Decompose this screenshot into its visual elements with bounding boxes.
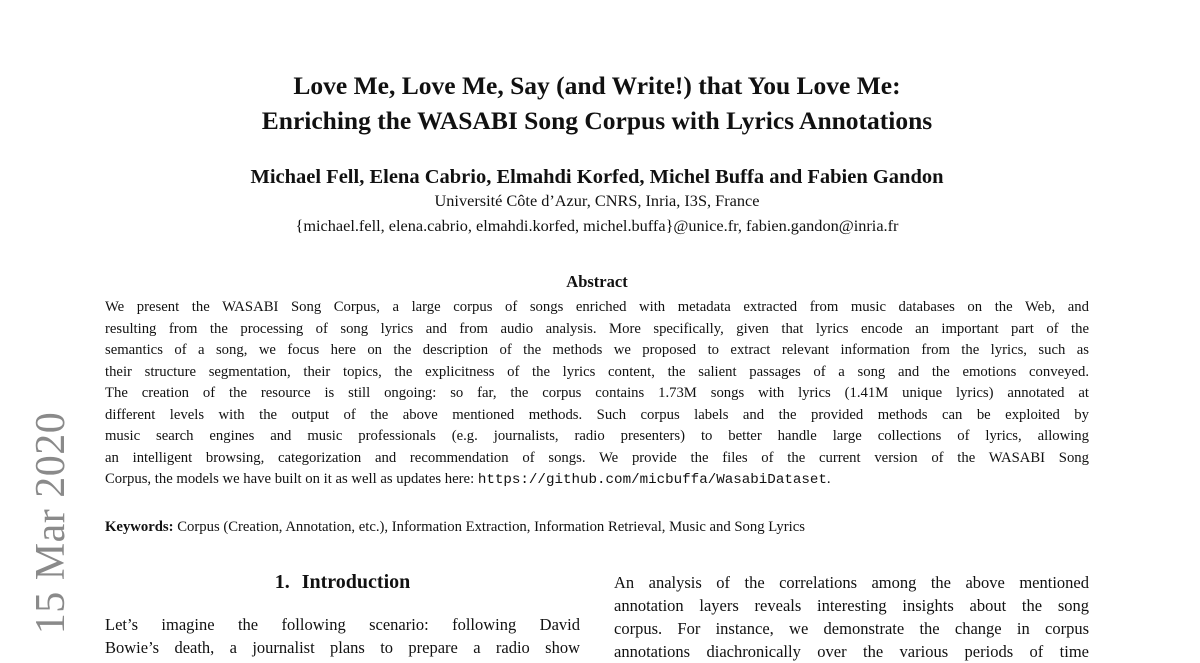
abstract-line: resulting from the processing of song lyrics and from audio analysis. More specifically, given that lyrics encode an important part of the <box>105 320 1089 337</box>
left-column-text <box>105 613 580 659</box>
right-column-text <box>614 571 1089 663</box>
paper-title <box>150 68 1044 138</box>
body-line: An analysis of the correlations among the above mentioned <box>614 573 1089 592</box>
abstract-last-line-text: Corpus, the models we have built on it as well as updates here: <box>105 471 478 487</box>
arxiv-date-stamp <box>22 410 80 635</box>
abstract-line: different levels with the output of the above mentioned methods. Such corpus labels and the provided methods can be exploited by <box>105 406 1089 423</box>
keywords-text: Corpus (Creation, Annotation, etc.), Information Extraction, Information Retrieval, Music and Song Lyrics <box>173 519 805 535</box>
affiliation: Université Côte d’Azur, CNRS, Inria, I3S, France <box>434 191 760 210</box>
body-line: corpus. For instance, we demonstrate the change in corpus <box>614 619 1089 638</box>
abstract-heading: Abstract <box>566 272 628 291</box>
abstract-line: an intelligent browsing, categorization and recommendation of songs. We provide the files of the current version of the WASABI Song <box>105 449 1089 466</box>
abstract-body <box>105 297 1089 492</box>
author-list: Michael Fell, Elena Cabrio, Elmahdi Korfed, Michel Buffa and Fabien Gandon <box>250 166 944 188</box>
abstract-line: music search engines and music professionals (e.g. journalists, radio presenters) to better handle large collections of lyrics, allowing <box>105 428 1089 444</box>
body-line: Bowie’s death, a journalist plans to prepare a radio show <box>105 638 580 657</box>
section-heading-introduction <box>105 569 580 595</box>
dataset-url-link[interactable]: https://github.com/micbuffa/WasabiDataset <box>477 472 827 488</box>
abstract-line: We present the WASABI Song Corpus, a large corpus of songs enriched with metadata extracted from music databases on the Web, and <box>105 299 1089 315</box>
keywords-label: Keywords: <box>105 519 174 535</box>
section-title-text: Introduction <box>301 571 411 593</box>
abstract-last-line <box>105 469 1089 492</box>
body-line: annotation layers reveals interesting insights about the song <box>614 596 1089 615</box>
title-line-2: Enriching the WASABI Song Corpus with Lyrics Annotations <box>261 106 933 135</box>
abstract-line: The creation of the resource is still ongoing: so far, the corpus contains 1.73M songs with lyrics (1.41M unique lyrics) annotated at <box>105 385 1089 401</box>
keywords-line <box>105 517 1089 537</box>
arxiv-date-text: 15 Mar 2020 <box>28 411 75 634</box>
body-line: annotations diachronically over the various periods of time <box>614 642 1089 661</box>
title-line-1: Love Me, Love Me, Say (and Write!) that You Love Me: <box>293 71 901 100</box>
section-number: 1. <box>274 571 290 593</box>
abstract-line: their structure segmentation, their topics, the explicitness of the lyrics content, the salient passages of a song and the emotions conveyed. <box>105 363 1089 380</box>
body-line: Let’s imagine the following scenario: following David <box>105 615 580 634</box>
author-emails: {michael.fell, elena.cabrio, elmahdi.korfed, michel.buffa}@unice.fr, fabien.gandon@inria.fr <box>295 216 899 235</box>
abstract-last-line-end: . <box>826 471 831 487</box>
abstract-line: semantics of a song, we focus here on the description of the methods we proposed to extract relevant information from the lyrics, such as <box>105 342 1089 358</box>
